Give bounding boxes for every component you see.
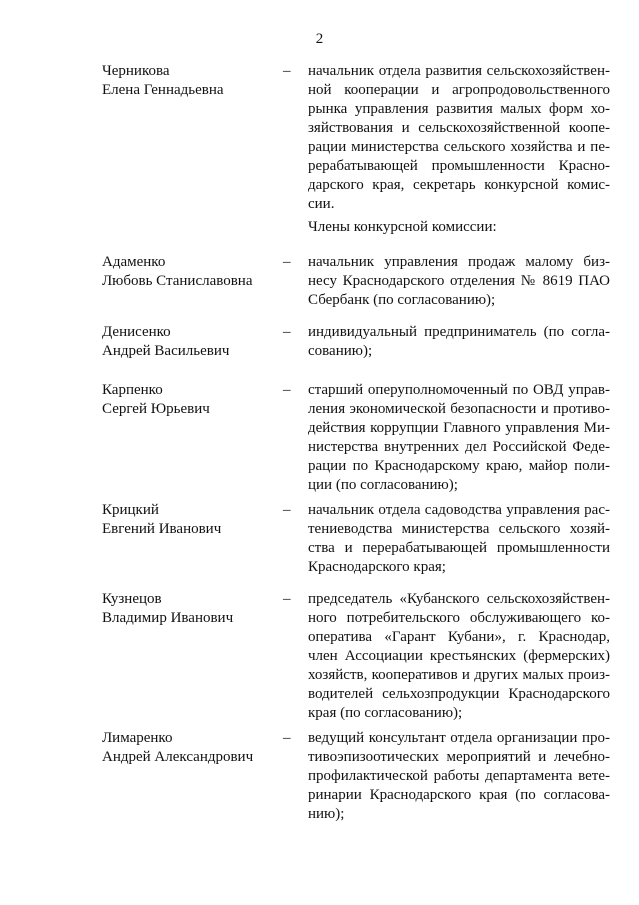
member-name bbox=[102, 323, 277, 361]
position-line: сии. bbox=[308, 196, 335, 212]
member-surname: Адаменко bbox=[102, 254, 166, 270]
member-position bbox=[308, 253, 610, 310]
member-surname: Черникова bbox=[102, 63, 170, 79]
position-line: нию); bbox=[308, 806, 345, 822]
position-line: ринарии Краснодарского края (по согласова- bbox=[308, 787, 610, 803]
position-line: начальник отдела развития сельскохозяйствен- bbox=[308, 63, 610, 79]
member-name bbox=[102, 729, 277, 767]
member-name bbox=[102, 62, 277, 100]
member-given-names: Любовь Станиславовна bbox=[102, 273, 253, 289]
member-position bbox=[308, 729, 610, 824]
member-name bbox=[102, 381, 277, 419]
position-line: оператива «Гарант Кубани», г. Краснодар, bbox=[308, 629, 610, 645]
dash-separator: – bbox=[283, 63, 291, 79]
member-given-names: Сергей Юрьевич bbox=[102, 401, 210, 417]
dash-separator: – bbox=[283, 502, 291, 518]
position-line: тениеводства министерства сельского хозяй- bbox=[308, 521, 610, 537]
dash-separator: – bbox=[283, 591, 291, 607]
position-line: индивидуальный предприниматель (по согла- bbox=[308, 324, 610, 340]
member-given-names: Евгений Иванович bbox=[102, 521, 222, 537]
member-surname: Карпенко bbox=[102, 382, 163, 398]
member-given-names: Владимир Иванович bbox=[102, 610, 234, 626]
position-line: председатель «Кубанского сельскохозяйствен- bbox=[308, 591, 610, 607]
position-line: действия коррупции Главного управления Ми- bbox=[308, 420, 610, 436]
position-line: ведущий консультант отдела организации про- bbox=[308, 730, 610, 746]
position-line: Сбербанк (по согласованию); bbox=[308, 292, 496, 308]
position-line: ции (по согласованию); bbox=[308, 477, 458, 493]
dash-separator: – bbox=[283, 324, 291, 340]
member-surname: Лимаренко bbox=[102, 730, 173, 746]
member-name bbox=[102, 253, 277, 291]
member-position bbox=[308, 501, 610, 577]
dash-separator: – bbox=[283, 382, 291, 398]
position-line: старший оперуполномоченный по ОВД управ- bbox=[308, 382, 610, 398]
position-line: начальник управления продаж малому биз- bbox=[308, 254, 610, 270]
member-surname: Кузнецов bbox=[102, 591, 162, 607]
member-given-names: Андрей Александрович bbox=[102, 749, 254, 765]
position-line: дарского края, секретарь конкурсной комис- bbox=[308, 177, 610, 193]
position-line: рации по Краснодарскому краю, майор поли- bbox=[308, 458, 610, 474]
position-line: ления экономической безопасности и противо- bbox=[308, 401, 610, 417]
position-line: ной кооперации и агропродовольственного bbox=[308, 82, 610, 98]
position-line: несу Краснодарского отделения № 8619 ПАО bbox=[308, 273, 610, 289]
position-line: Краснодарского края; bbox=[308, 559, 446, 575]
position-line: профилактической работы департамента вете- bbox=[308, 768, 610, 784]
position-line: зяйствования и сельскохозяйственной коопе- bbox=[308, 120, 610, 136]
member-given-names: Андрей Васильевич bbox=[102, 343, 230, 359]
members-heading: Члены конкурсной комиссии: bbox=[308, 219, 497, 235]
member-name bbox=[102, 590, 277, 628]
position-line: рынка управления развития малых форм хо- bbox=[308, 101, 610, 117]
member-surname: Денисенко bbox=[102, 324, 171, 340]
member-name bbox=[102, 501, 277, 539]
page-number: 2 bbox=[315, 31, 324, 47]
dash-separator: – bbox=[283, 254, 291, 270]
position-line: сованию); bbox=[308, 343, 373, 359]
position-line: рации министерства сельского хозяйства и пе- bbox=[308, 139, 610, 155]
position-line: хозяйств, кооперативов и других малых произ- bbox=[308, 667, 610, 683]
member-position bbox=[308, 62, 610, 214]
member-position bbox=[308, 590, 610, 723]
position-line: ства и перерабатывающей промышленности bbox=[308, 540, 610, 556]
position-line: водителей сельхозпродукции Краснодарского bbox=[308, 686, 610, 702]
member-position bbox=[308, 323, 610, 361]
position-line: тивоэпизоотических мероприятий и лечебно- bbox=[308, 749, 610, 765]
position-line: нистерства внутренних дел Российской Феде- bbox=[308, 439, 610, 455]
member-surname: Крицкий bbox=[102, 502, 159, 518]
position-line: ного потребительского обслуживающего ко- bbox=[308, 610, 610, 626]
position-line: член Ассоциации крестьянских (фермерских) bbox=[308, 648, 610, 664]
dash-separator: – bbox=[283, 730, 291, 746]
position-line: рерабатывающей промышленности Красно- bbox=[308, 158, 610, 174]
position-line: края (по согласованию); bbox=[308, 705, 463, 721]
position-line: начальник отдела садоводства управления рас- bbox=[308, 502, 610, 518]
member-position bbox=[308, 381, 610, 495]
member-given-names: Елена Геннадьевна bbox=[102, 82, 224, 98]
